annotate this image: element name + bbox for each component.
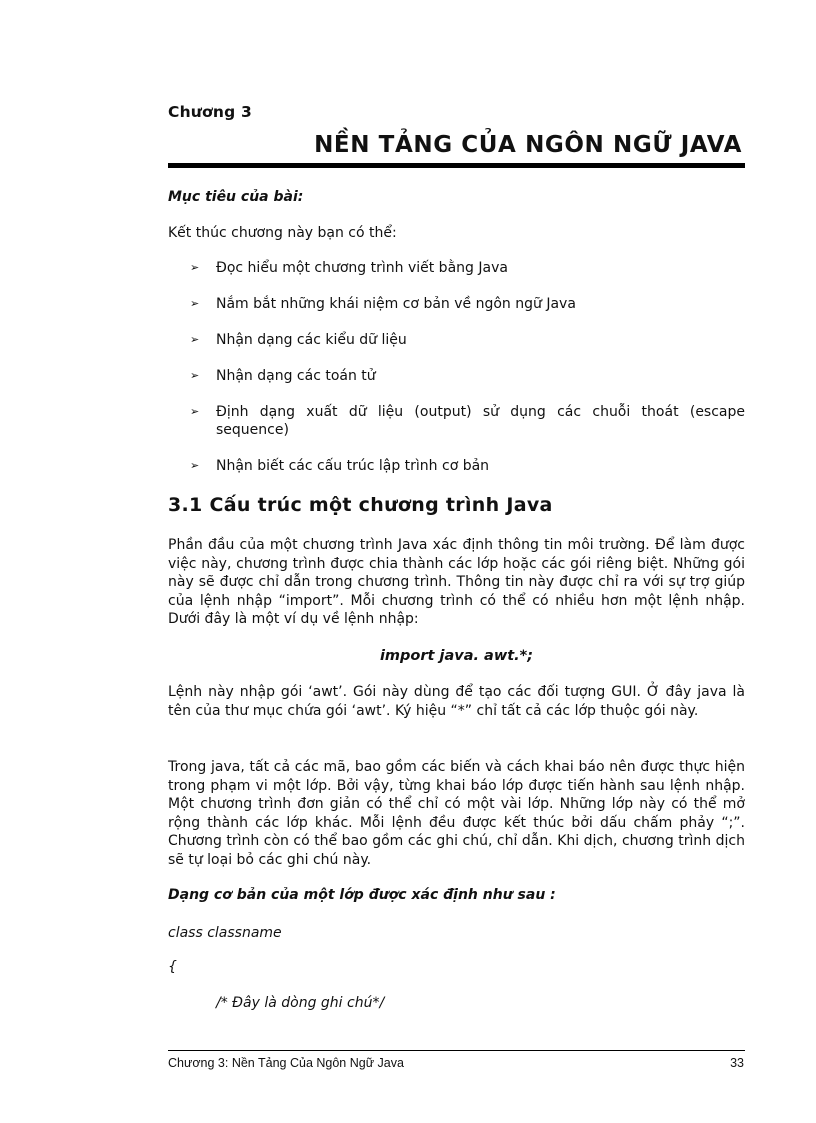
footer-rule <box>168 1050 745 1051</box>
footer-chapter-title: Chương 3: Nền Tảng Của Ngôn Ngữ Java <box>168 1056 404 1070</box>
objectives-intro: Kết thúc chương này bạn có thể: <box>168 225 397 241</box>
list-item <box>190 457 745 475</box>
objectives-list <box>190 259 745 475</box>
class-definition-heading: Dạng cơ bản của một lớp được xác định như sau : <box>168 887 556 903</box>
arrow-bullet-icon: ➢ <box>190 405 200 418</box>
arrow-bullet-icon: ➢ <box>190 333 200 346</box>
list-item-text: Nhận biết các cấu trúc lập trình cơ bản <box>216 458 490 474</box>
chapter-title: NỀN TẢNG CỦA NGÔN NGỮ JAVA <box>314 132 742 158</box>
list-item <box>190 367 745 385</box>
list-item <box>190 331 745 349</box>
paragraph-environment: Phần đầu của một chương trình Java xác định thông tin môi trường. Để làm được việc này, chương trình được chia thành các lớp hoặc các gói riêng biệt. Những gói này sẽ được chỉ dẫn trong chương trình. Thông tin này được chỉ ra với sự trợ giúp của lệnh nhập “import”. Mỗi chương trình có thể có nhiều hơn một lệnh nhập. Dưới đây là một ví dụ về lệnh nhập: <box>168 537 745 628</box>
paragraph-awt: Lệnh này nhập gói ‘awt’. Gói này dùng để tạo các đối tượng GUI. Ở đây java là tên của thư mục chứa gói ‘awt’. Ký hiệu “*” chỉ tất cả các lớp thuộc gói này. <box>168 684 745 719</box>
arrow-bullet-icon: ➢ <box>190 369 200 382</box>
import-example: import java. awt.*; <box>379 648 534 664</box>
section-heading: 3.1 Cấu trúc một chương trình Java <box>168 494 553 516</box>
list-item-text: Nhận dạng các toán tử <box>216 368 376 384</box>
list-item <box>190 259 745 277</box>
chapter-label: Chương 3 <box>168 103 253 121</box>
arrow-bullet-icon: ➢ <box>190 459 200 472</box>
list-item-text: Định dạng xuất dữ liệu (output) sử dụng các chuỗi thoát (escape sequence) <box>216 404 745 438</box>
objectives-heading: Mục tiêu của bài: <box>168 189 304 205</box>
arrow-bullet-icon: ➢ <box>190 297 200 310</box>
arrow-bullet-icon: ➢ <box>190 261 200 274</box>
list-item <box>190 403 745 439</box>
title-underline-rule <box>168 163 745 168</box>
code-line: class classname <box>168 925 282 941</box>
list-item-text: Đọc hiểu một chương trình viết bằng Java <box>216 260 508 276</box>
list-item-text: Nắm bắt những khái niệm cơ bản về ngôn ngữ Java <box>216 296 576 312</box>
paragraph-classes: Trong java, tất cả các mã, bao gồm các biến và cách khai báo nên được thực hiện trong phạm vi một lớp. Bởi vậy, từng khai báo lớp được tiến hành sau lệnh nhập. Một chương trình đơn giản có thể chỉ có một vài lớp. Những lớp này có thể mở rộng thành các lớp khác. Mỗi lệnh đều được kết thúc bởi dấu chấm phảy “;”. Chương trình còn có thể bao gồm các ghi chú, chỉ dẫn. Khi dịch, chương trình dịch sẽ tự loại bỏ các ghi chú này. <box>168 759 745 868</box>
code-line: { <box>168 959 177 975</box>
page-number: 33 <box>730 1056 744 1070</box>
list-item-text: Nhận dạng các kiểu dữ liệu <box>216 332 407 348</box>
list-item <box>190 295 745 313</box>
code-line: /* Đây là dòng ghi chú*/ <box>216 995 385 1011</box>
